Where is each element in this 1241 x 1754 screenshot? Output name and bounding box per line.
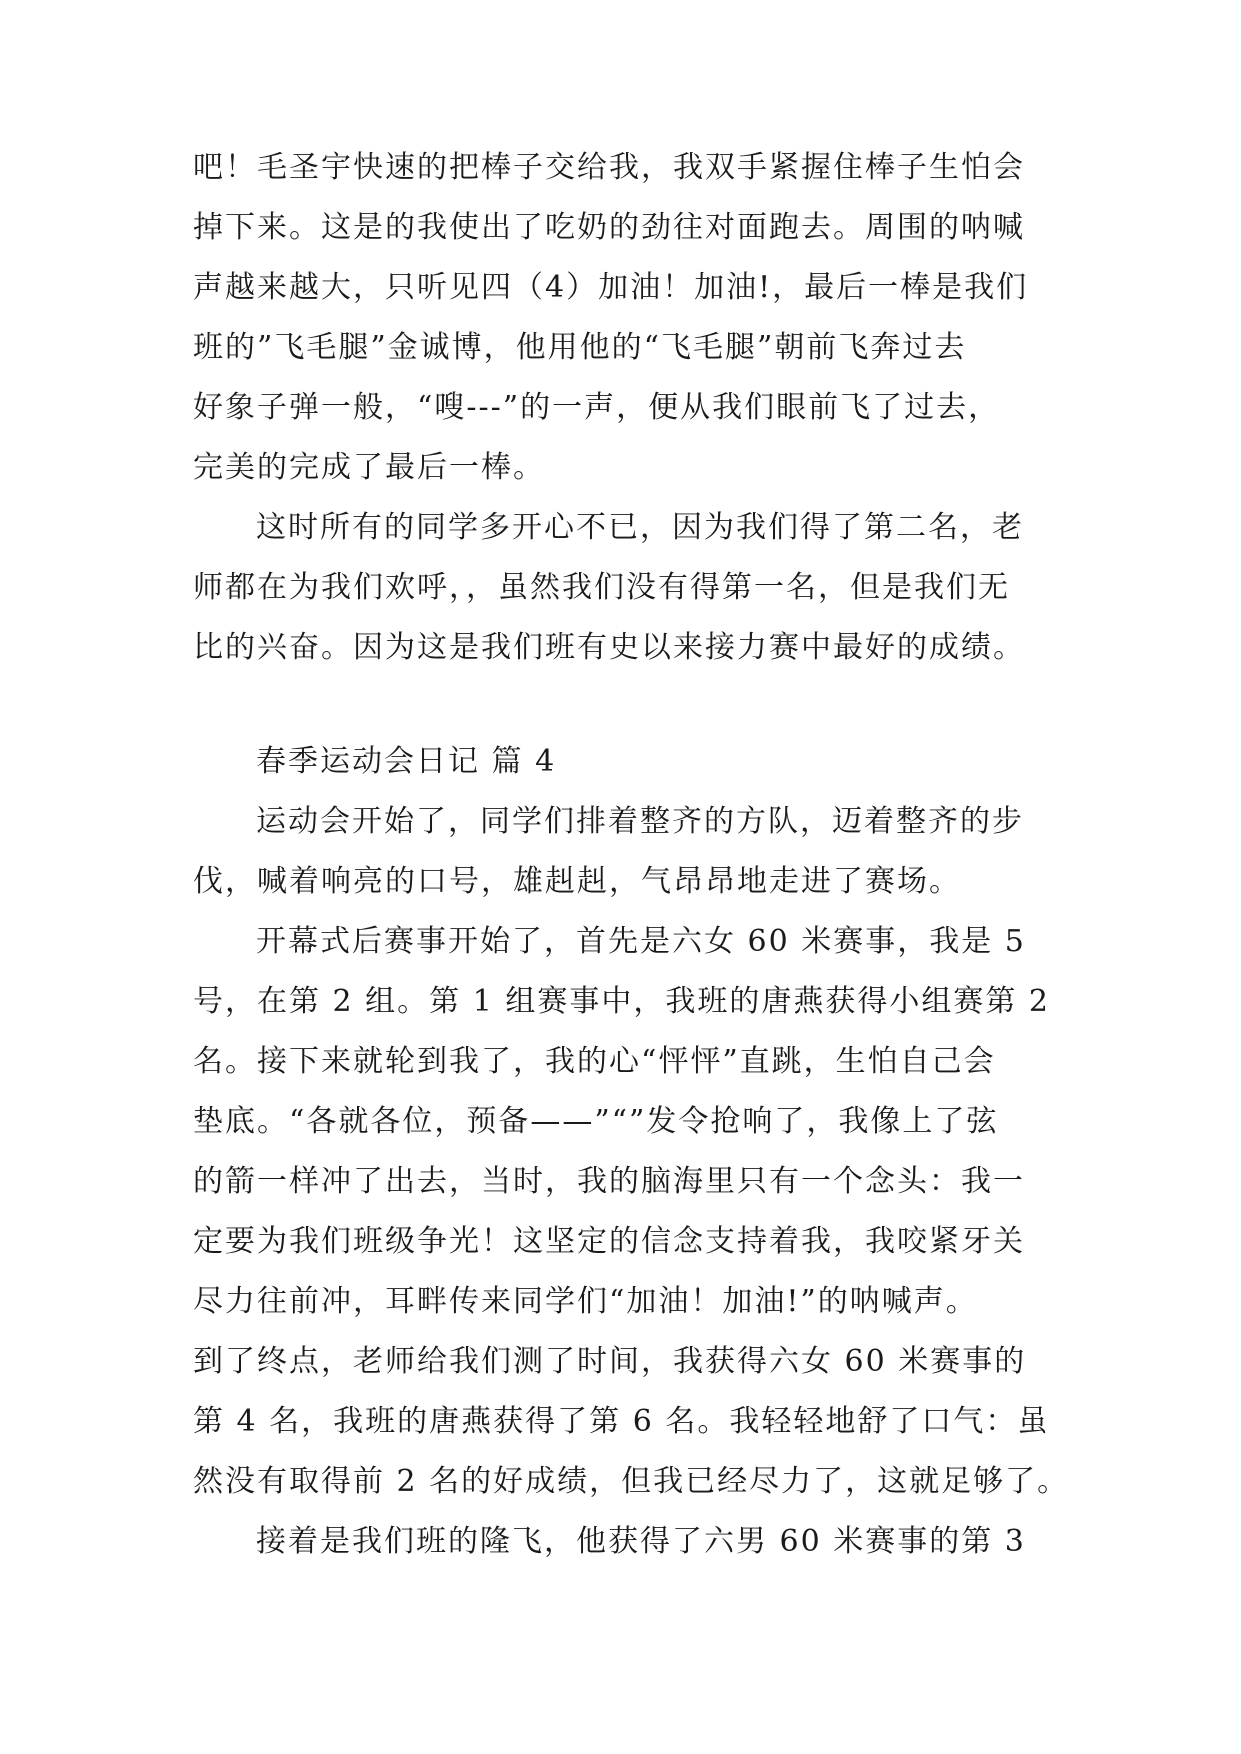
paragraph-first-line: 这时所有的同学多开心不已，因为我们得了第二名，老 xyxy=(256,510,1024,545)
text-line: 掉下来。这是的我使出了吃奶的劲往对面跑去。周围的呐喊 xyxy=(193,210,1025,245)
text-line: 好象子弹一般，“嗖---”的一声，便从我们眼前飞了过去， xyxy=(193,390,1001,425)
text-line: 垫底。“各就各位，预备——”“”发令抢响了，我像上了弦 xyxy=(193,1104,999,1139)
paragraph-first-line: 开幕式后赛事开始了，首先是六女 60 米赛事，我是 5 xyxy=(256,924,1026,959)
text-line: 声越来越大，只听见四（4）加油！加油!，最后一棒是我们 xyxy=(193,270,1029,305)
text-line: 然没有取得前 2 名的好成绩，但我已经尽力了，这就足够了。 xyxy=(193,1464,1070,1499)
text-line: 到了终点，老师给我们测了时间，我获得六女 60 米赛事的 xyxy=(193,1344,1027,1379)
text-line: 名。接下来就轮到我了，我的心“怦怦”直跳，生怕自己会 xyxy=(193,1044,996,1079)
text-line: 的箭一样冲了出去，当时，我的脑海里只有一个念头：我一 xyxy=(193,1164,1025,1199)
section-heading: 春季运动会日记 篇 4 xyxy=(256,744,557,779)
text-line: 伐，喊着响亮的口号，雄赳赳，气昂昂地走进了赛场。 xyxy=(193,864,961,899)
text-line: 定要为我们班级争光！这坚定的信念支持着我，我咬紧牙关 xyxy=(193,1224,1025,1259)
paragraph-first-line: 运动会开始了，同学们排着整齐的方队，迈着整齐的步 xyxy=(256,804,1024,839)
text-line: 师都在为我们欢呼，，虽然我们没有得第一名，但是我们无 xyxy=(193,570,1010,605)
text-line: 第 4 名，我班的唐燕获得了第 6 名。我轻轻地舒了口气：虽 xyxy=(193,1404,1050,1439)
text-line: 完美的完成了最后一棒。 xyxy=(193,450,545,485)
paragraph-first-line: 接着是我们班的隆飞，他获得了六男 60 米赛事的第 3 xyxy=(256,1524,1026,1559)
text-line: 尽力往前冲，耳畔传来同学们“加油！加油!”的呐喊声。 xyxy=(193,1284,978,1319)
text-line: 号，在第 2 组。第 1 组赛事中，我班的唐燕获得小组赛第 2 xyxy=(193,984,1050,1019)
text-line: 吧！毛圣宇快速的把棒子交给我，我双手紧握住棒子生怕会 xyxy=(193,150,1025,185)
text-line: 比的兴奋。因为这是我们班有史以来接力赛中最好的成绩。 xyxy=(193,630,1025,665)
text-line: 班的”飞毛腿”金诚博，他用他的“飞毛腿”朝前飞奔过去 xyxy=(193,330,967,365)
